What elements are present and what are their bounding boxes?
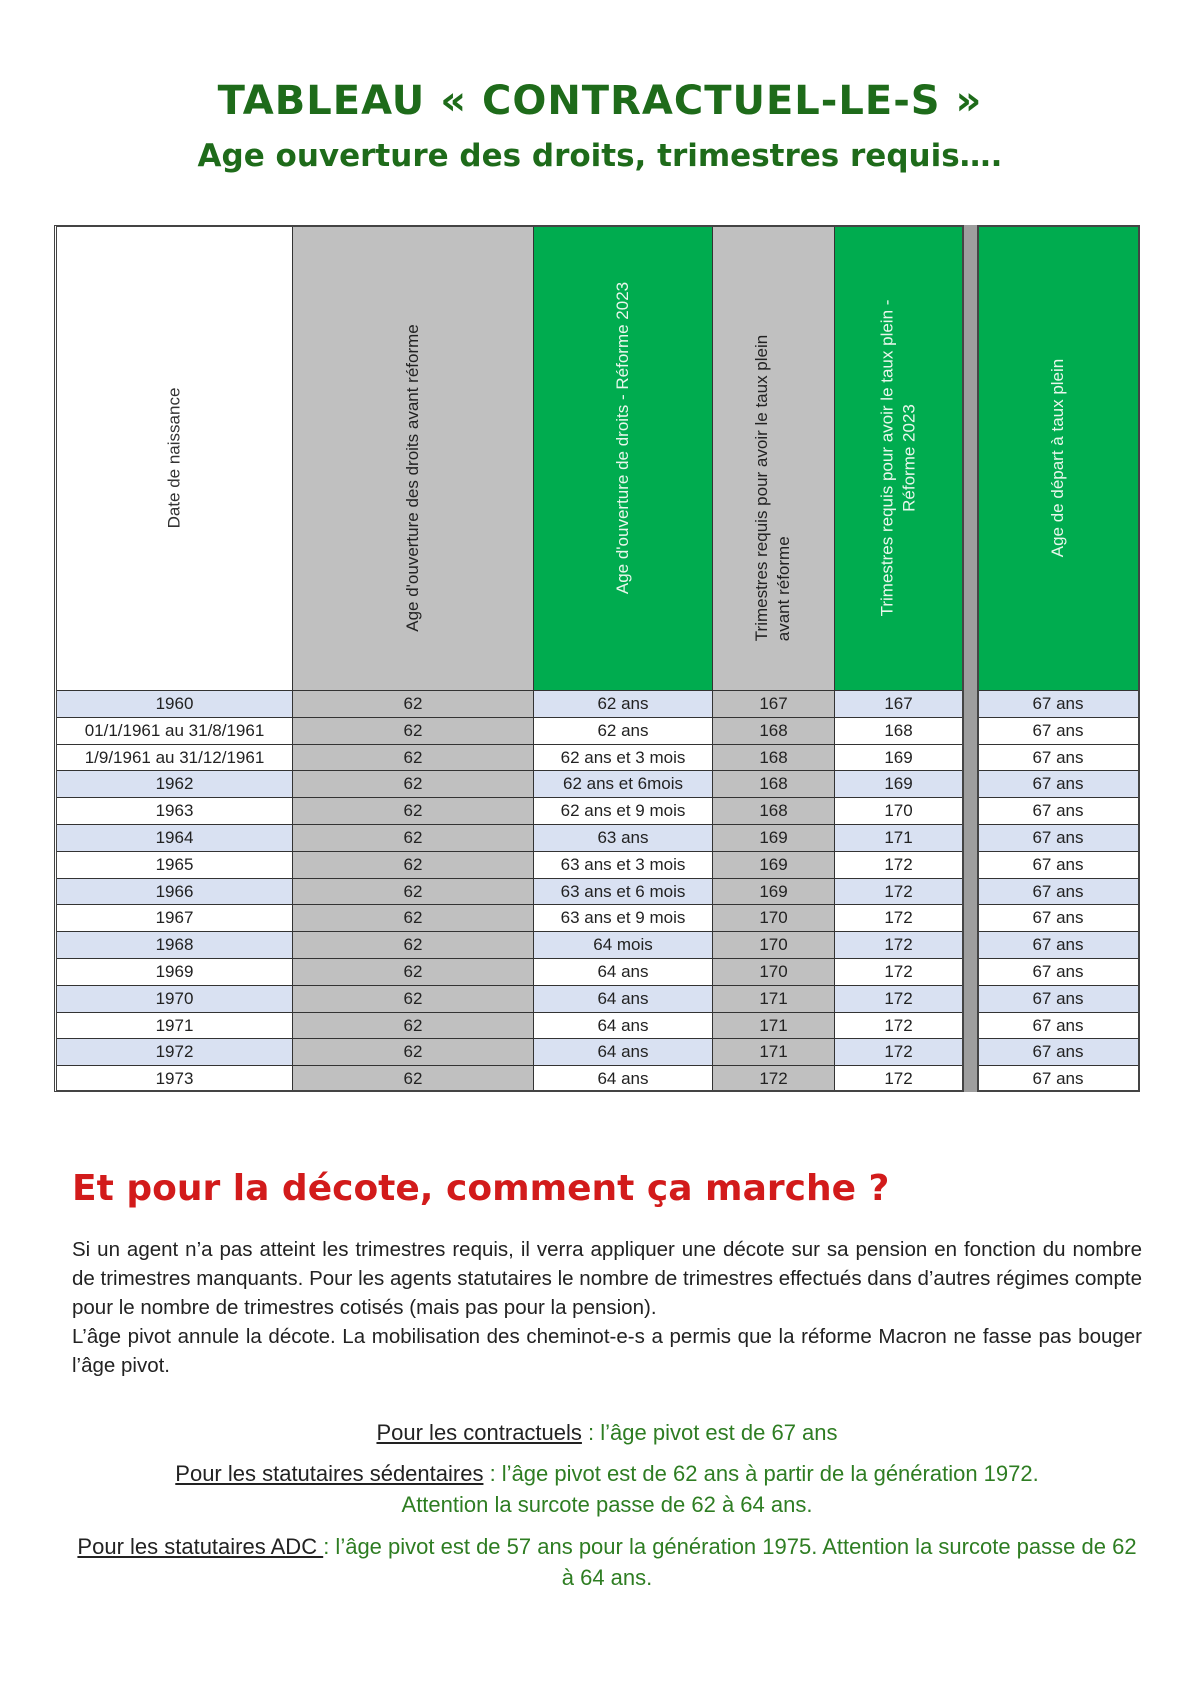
cell-full-rate-age: 67 ans (977, 1012, 1140, 1039)
cell-quarters-before-reform: 170 (713, 958, 835, 985)
pivot-statutaires-sedentaires: Pour les statutaires sédentaires : l’âge pivot est de 62 ans à partir de la génération 1972. Attention la surcote passe de 62 à 64 ans. (175, 1461, 1039, 1517)
cell-age-reform-2023: 63 ans (534, 824, 713, 851)
column-header-age-before-reform: Age d'ouverture des droits avant réforme (293, 225, 534, 690)
cell-full-rate-age: 67 ans (977, 851, 1140, 878)
cell-birth-date: 1962 (57, 770, 293, 797)
column-header-full-rate-age: Age de départ à taux plein (977, 225, 1140, 690)
cell-quarters-before-reform: 169 (713, 824, 835, 851)
cell-age-reform-2023: 64 mois (534, 931, 713, 958)
cell-quarters-reform-2023: 170 (835, 797, 963, 824)
cell-age-reform-2023: 62 ans et 9 mois (534, 797, 713, 824)
column-header-birth-date: Date de naissance (57, 225, 293, 690)
cell-quarters-reform-2023: 172 (835, 958, 963, 985)
cell-age-before-reform: 62 (293, 851, 534, 878)
cell-age-before-reform: 62 (293, 878, 534, 905)
cell-quarters-reform-2023: 167 (835, 690, 963, 717)
page-subtitle: Age ouverture des droits, trimestres requis…. (197, 138, 1003, 174)
cell-age-before-reform: 62 (293, 717, 534, 744)
cell-age-before-reform: 62 (293, 985, 534, 1012)
cell-birth-date: 1971 (57, 1012, 293, 1039)
cell-age-before-reform: 62 (293, 770, 534, 797)
cell-age-before-reform: 62 (293, 690, 534, 717)
cell-quarters-before-reform: 168 (713, 797, 835, 824)
page-title: TABLEAU « CONTRACTUEL-LE-S » (217, 78, 983, 124)
cell-quarters-before-reform: 167 (713, 690, 835, 717)
cell-full-rate-age: 67 ans (977, 770, 1140, 797)
cell-age-reform-2023: 64 ans (534, 958, 713, 985)
cell-quarters-reform-2023: 168 (835, 717, 963, 744)
cell-age-reform-2023: 62 ans (534, 717, 713, 744)
cell-quarters-before-reform: 168 (713, 744, 835, 771)
cell-quarters-reform-2023: 169 (835, 744, 963, 771)
cell-age-reform-2023: 63 ans et 6 mois (534, 878, 713, 905)
cell-age-reform-2023: 64 ans (534, 985, 713, 1012)
cell-full-rate-age: 67 ans (977, 1038, 1140, 1065)
cell-quarters-before-reform: 171 (713, 1038, 835, 1065)
cell-quarters-reform-2023: 171 (835, 824, 963, 851)
cell-birth-date: 1960 (57, 690, 293, 717)
cell-age-reform-2023: 62 ans (534, 690, 713, 717)
cell-age-before-reform: 62 (293, 824, 534, 851)
cell-birth-date: 01/1/1961 au 31/8/1961 (57, 717, 293, 744)
cell-quarters-before-reform: 171 (713, 985, 835, 1012)
cell-age-before-reform: 62 (293, 1065, 534, 1092)
cell-birth-date: 1963 (57, 797, 293, 824)
cell-age-before-reform: 62 (293, 744, 534, 771)
column-header-age-reform-2023: Age d'ouverture de droits - Réforme 2023 (534, 225, 713, 690)
cell-quarters-before-reform: 168 (713, 717, 835, 744)
cell-full-rate-age: 67 ans (977, 904, 1140, 931)
cell-birth-date: 1968 (57, 931, 293, 958)
cell-quarters-reform-2023: 172 (835, 1038, 963, 1065)
cell-age-before-reform: 62 (293, 1012, 534, 1039)
cell-full-rate-age: 67 ans (977, 878, 1140, 905)
cell-birth-date: 1972 (57, 1038, 293, 1065)
retirement-table (54, 225, 1140, 1092)
cell-birth-date: 1966 (57, 878, 293, 905)
cell-age-reform-2023: 64 ans (534, 1012, 713, 1039)
cell-birth-date: 1970 (57, 985, 293, 1012)
cell-quarters-before-reform: 170 (713, 904, 835, 931)
table-border-right (977, 225, 1140, 1092)
cell-full-rate-age: 67 ans (977, 958, 1140, 985)
cell-quarters-before-reform: 168 (713, 770, 835, 797)
cell-birth-date: 1965 (57, 851, 293, 878)
column-header-quarters-reform-2023: Trimestres requis pour avoir le taux plein - Réforme 2023 (835, 225, 963, 690)
cell-age-before-reform: 62 (293, 797, 534, 824)
cell-quarters-reform-2023: 172 (835, 851, 963, 878)
cell-age-reform-2023: 62 ans et 6mois (534, 770, 713, 797)
cell-age-reform-2023: 63 ans et 3 mois (534, 851, 713, 878)
cell-quarters-reform-2023: 172 (835, 985, 963, 1012)
column-header-quarters-before-reform: Trimestres requis pour avoir le taux plein avant réforme (713, 225, 835, 690)
column-gap (963, 225, 977, 1092)
cell-age-before-reform: 62 (293, 904, 534, 931)
pivot-contractuels: Pour les contractuels : l’âge pivot est de 67 ans (376, 1420, 838, 1445)
paragraph: Si un agent n’a pas atteint les trimestres requis, il verra appliquer une décote sur sa pension en fonction du nombre de trimestres manquants. Pour les agents statutaires le nombre de trimestres effectués dans d’autres régimes compte pour le nombre de trimestres cotisés (mais pas pour la pension). (72, 1238, 1142, 1319)
cell-birth-date: 1/9/1961 au 31/12/1961 (57, 744, 293, 771)
cell-full-rate-age: 67 ans (977, 744, 1140, 771)
cell-birth-date: 1967 (57, 904, 293, 931)
cell-age-reform-2023: 63 ans et 9 mois (534, 904, 713, 931)
cell-birth-date: 1969 (57, 958, 293, 985)
cell-quarters-reform-2023: 169 (835, 770, 963, 797)
cell-quarters-reform-2023: 172 (835, 878, 963, 905)
table-border (54, 225, 964, 1092)
cell-quarters-reform-2023: 172 (835, 1012, 963, 1039)
cell-full-rate-age: 67 ans (977, 797, 1140, 824)
cell-quarters-before-reform: 169 (713, 878, 835, 905)
cell-quarters-before-reform: 172 (713, 1065, 835, 1092)
cell-birth-date: 1973 (57, 1065, 293, 1092)
section-title-decote: Et pour la décote, comment ça marche ? (72, 1168, 890, 1209)
paragraph: L’âge pivot annule la décote. La mobilisation des cheminot-e-s a permis que la réforme Macron ne fasse pas bouger l’âge pivot. (72, 1325, 1142, 1377)
decote-explanation (72, 1235, 1142, 1380)
cell-full-rate-age: 67 ans (977, 717, 1140, 744)
cell-quarters-reform-2023: 172 (835, 1065, 963, 1092)
cell-full-rate-age: 67 ans (977, 690, 1140, 717)
cell-full-rate-age: 67 ans (977, 985, 1140, 1012)
cell-age-reform-2023: 62 ans et 3 mois (534, 744, 713, 771)
cell-quarters-before-reform: 171 (713, 1012, 835, 1039)
cell-full-rate-age: 67 ans (977, 1065, 1140, 1092)
cell-age-before-reform: 62 (293, 1038, 534, 1065)
cell-age-reform-2023: 64 ans (534, 1038, 713, 1065)
pivot-statutaires-adc: Pour les statutaires ADC : l’âge pivot est de 57 ans pour la génération 1975. Attention la surcote passe de 62 à 64 ans. (77, 1534, 1137, 1590)
cell-full-rate-age: 67 ans (977, 931, 1140, 958)
cell-quarters-reform-2023: 172 (835, 904, 963, 931)
cell-age-before-reform: 62 (293, 931, 534, 958)
cell-age-reform-2023: 64 ans (534, 1065, 713, 1092)
cell-full-rate-age: 67 ans (977, 824, 1140, 851)
cell-quarters-before-reform: 169 (713, 851, 835, 878)
cell-quarters-reform-2023: 172 (835, 931, 963, 958)
cell-age-before-reform: 62 (293, 958, 534, 985)
cell-quarters-before-reform: 170 (713, 931, 835, 958)
cell-birth-date: 1964 (57, 824, 293, 851)
